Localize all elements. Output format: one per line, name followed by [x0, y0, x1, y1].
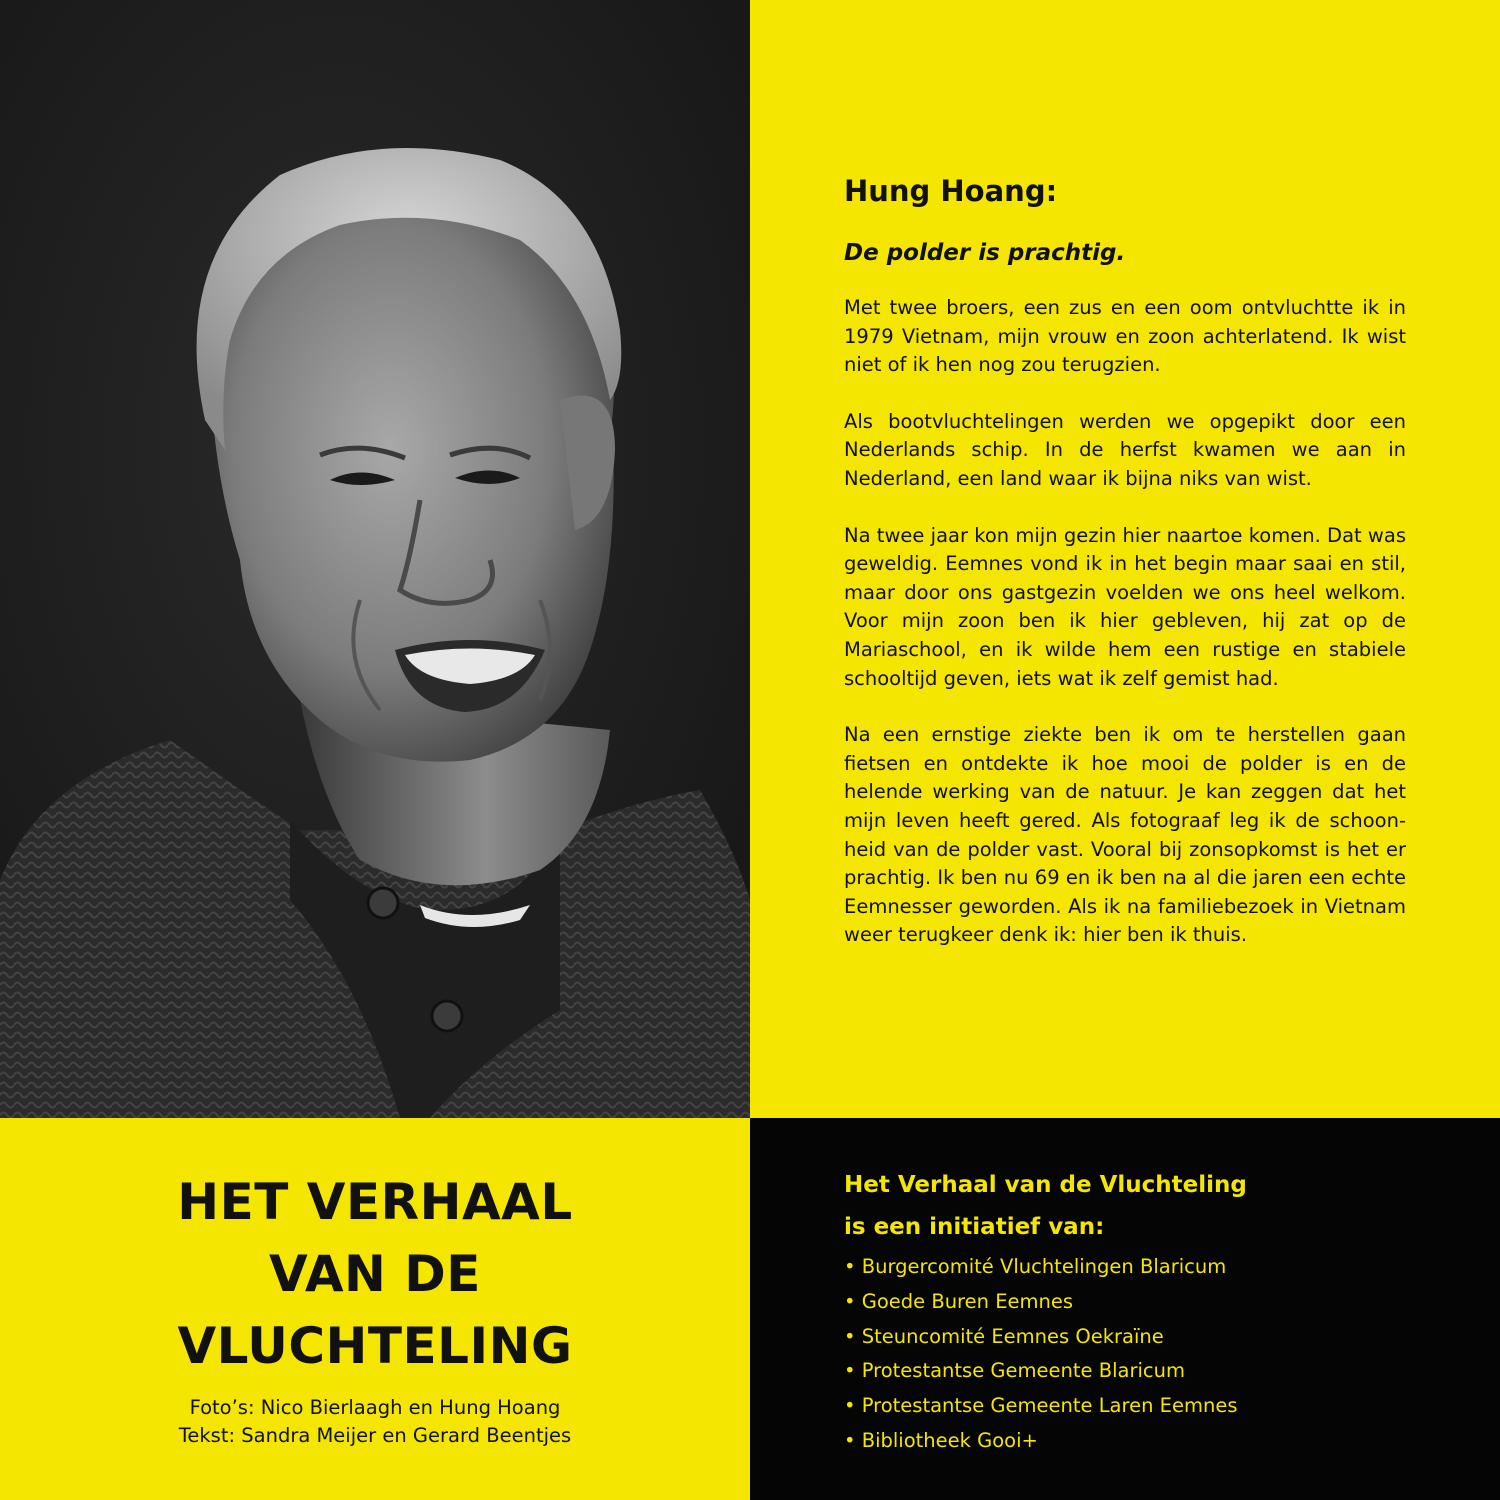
story-panel [750, 0, 1500, 1118]
story-paragraph: Na twee jaar kon mijn gezin hier naartoe komen. Dat was geweldig. Eemnes vond ik in het begin maar saai en stil, maar door ons gastgezin voelden we ons heel welkom. Voor mijn zoon ben ik hier gebleven, hij zat op de Mariaschool, en ik wilde hem een rustige en stabiele schooltijd geven, iets wat ik zelf gemist had. [844, 523, 1406, 690]
story-paragraph: Met twee broers, een zus en een oom ontvluchtte ik in 1979 Vietnam, mijn vrouw en zoon achterlatend. Ik wist niet of ik hen nog zou terugzien. [844, 296, 1406, 377]
button-detail [368, 888, 398, 918]
list-item: • Bibliotheek Gooi+ [844, 1424, 1444, 1459]
title-line: VLUCHTELING [177, 1317, 573, 1375]
portrait-illustration [0, 0, 750, 1118]
credits [0, 1394, 750, 1450]
list-item: • Goede Buren Eemnes [844, 1285, 1444, 1320]
list-item: • Protestantse Gemeente Blaricum [844, 1354, 1444, 1389]
list-item: • Burgercomité Vluchtelingen Blaricum [844, 1250, 1444, 1285]
list-item: • Protestantse Gemeente Laren Eemnes [844, 1389, 1444, 1424]
initiative-heading-line1: Het Verhaal van de Vluchteling [844, 1172, 1247, 1198]
title-line: HET VERHAAL [177, 1173, 573, 1231]
text-credit: Tekst: Sandra Meijer en Gerard Beentjes [178, 1424, 572, 1447]
portrait-photo [0, 0, 750, 1118]
story-quote: De polder is prachtig. [844, 240, 1126, 266]
button-detail [432, 1001, 462, 1031]
initiative-list [844, 1250, 1444, 1459]
story-paragraph: Na een ernstige ziekte ben ik om te herstellen gaan fietsen en ontdekte ik hoe mooi de polder is en de helende werking van de natuur. Je kan zeggen dat het mijn leven heeft gered. Als fotograaf leg ik de schoonheid van de polder vast. Vooral bij zonsopkomst is het er prachtig. Ik ben nu 69 en ik ben na al die jaren een echte Eemnesser geworden. Als ik na familiebezoek in Vietnam weer terugkeer denk ik: hier ben ik thuis. [844, 723, 1406, 947]
list-item: • Steuncomité Eemnes Oekraïne [844, 1320, 1444, 1355]
story-paragraph: Als bootvluchtelingen werden we opgepikt door een Nederlands schip. In de herfst kwamen we aan in Nederland, een land waar ik bijna niks van wist. [844, 409, 1406, 490]
page-title [0, 1166, 750, 1382]
initiative-heading-line2: is een initiatief van: [844, 1214, 1105, 1240]
title-line: VAN DE [269, 1245, 481, 1303]
story-name: Hung Hoang: [844, 174, 1058, 208]
initiative-panel [750, 1118, 1500, 1500]
photo-credit: Foto’s: Nico Bierlaagh en Hung Hoang [189, 1396, 561, 1419]
title-panel [0, 1118, 750, 1500]
